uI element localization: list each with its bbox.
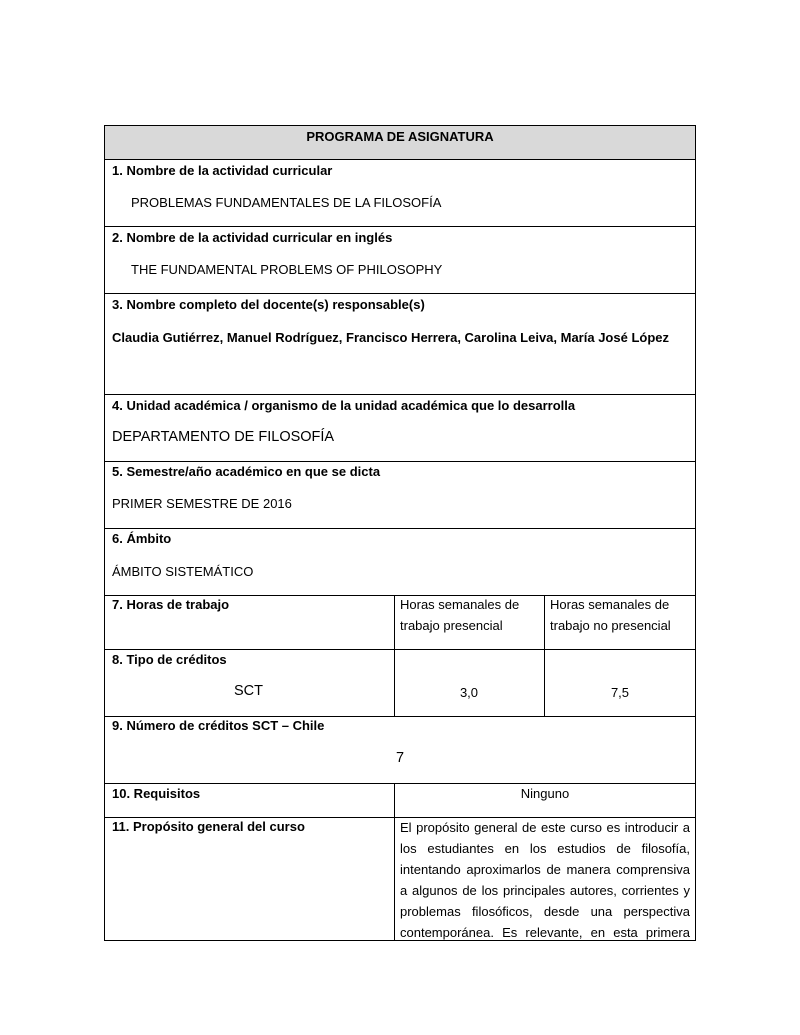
section-6-label: 6. Ámbito <box>112 531 172 546</box>
no-presencial-hours-value: 7,5 <box>610 685 630 700</box>
purpose-line: contemporánea. Es relevante, en esta primera <box>400 925 690 940</box>
page-title: PROGRAMA DE ASIGNATURA <box>306 129 494 144</box>
section-2-value: THE FUNDAMENTAL PROBLEMS OF PHILOSOPHY <box>131 262 443 277</box>
section-9-label: 9. Número de créditos SCT – Chile <box>112 718 325 733</box>
row-divider <box>104 293 696 294</box>
section-4-label: 4. Unidad académica / organismo de la unidad académica que lo desarrolla <box>112 398 576 413</box>
row-divider <box>104 528 696 529</box>
section-3-label: 3. Nombre completo del docente(s) responsable(s) <box>112 297 425 312</box>
section-3-value: Claudia Gutiérrez, Manuel Rodríguez, Francisco Herrera, Carolina Leiva, María José López <box>112 330 669 345</box>
row-divider <box>104 649 696 650</box>
purpose-line: problemas filosóficos, desde una perspectiva <box>400 904 690 919</box>
section-4-value: DEPARTAMENTO DE FILOSOFÍA <box>112 429 335 445</box>
purpose-line: a algunos de los principales autores, corrientes y <box>400 883 690 898</box>
section-1-label: 1. Nombre de la actividad curricular <box>112 163 333 178</box>
section-11-label: 11. Propósito general del curso <box>112 819 305 834</box>
section-7-presencial-line1: Horas semanales de <box>400 597 520 612</box>
purpose-line: los estudiantes en los estudios de filosofía, <box>400 841 690 856</box>
row-divider <box>104 716 696 717</box>
section-1-value: PROBLEMAS FUNDAMENTALES DE LA FILOSOFÍA <box>131 195 442 210</box>
row-divider <box>104 159 696 160</box>
requirements-value: Ninguno <box>520 786 570 801</box>
row-divider <box>104 394 696 395</box>
section-8-label: 8. Tipo de créditos <box>112 652 227 667</box>
section-7-no-presencial-line1: Horas semanales de <box>550 597 670 612</box>
section-6-value: ÁMBITO SISTEMÁTICO <box>112 564 254 579</box>
section-5-value: PRIMER SEMESTRE DE 2016 <box>112 496 292 511</box>
purpose-line: intentando aproximarlos de manera comprensiva <box>400 862 690 877</box>
section-5-label: 5. Semestre/año académico en que se dicta <box>112 464 381 479</box>
section-7-no-presencial-line2: trabajo no presencial <box>550 618 671 633</box>
purpose-text <box>400 817 690 943</box>
row-divider <box>104 226 696 227</box>
column-divider <box>394 783 395 941</box>
credit-type-value: SCT <box>234 683 263 699</box>
row-divider <box>104 595 696 596</box>
section-7-presencial-line2: trabajo presencial <box>400 618 503 633</box>
credits-value: 7 <box>395 750 405 766</box>
row-divider <box>104 461 696 462</box>
purpose-line: El propósito general de este curso es introducir a <box>400 820 690 835</box>
section-2-label: 2. Nombre de la actividad curricular en inglés <box>112 230 393 245</box>
section-7-label: 7. Horas de trabajo <box>112 597 230 612</box>
presencial-hours-value: 3,0 <box>459 685 479 700</box>
section-10-label: 10. Requisitos <box>112 786 201 801</box>
row-divider <box>104 783 696 784</box>
